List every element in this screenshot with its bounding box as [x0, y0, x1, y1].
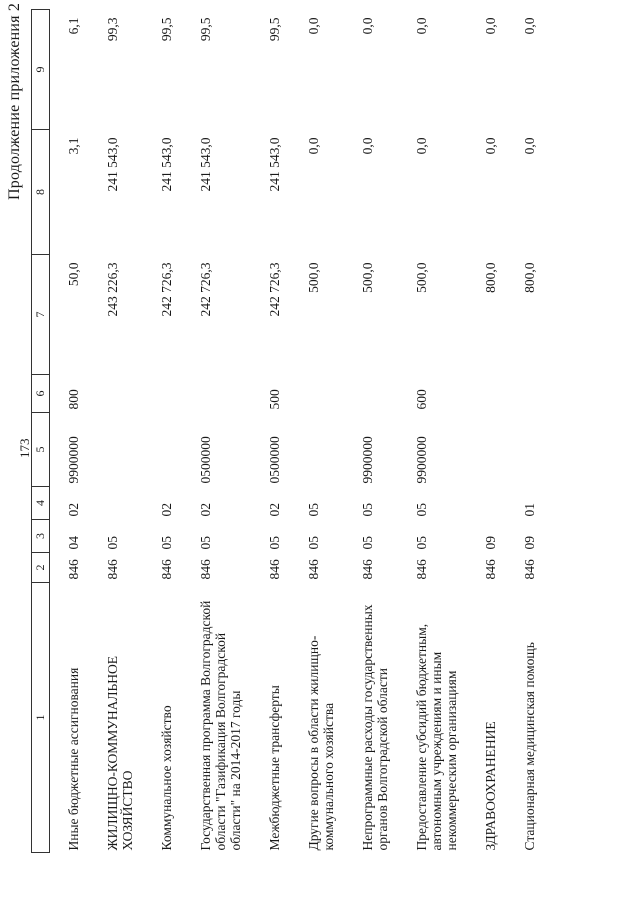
row-name: ЗДРАВООХРАНЕНИЕ [483, 721, 498, 851]
code-subsection: 02 [198, 503, 213, 517]
code-subsection [467, 487, 506, 520]
code-ministry: 846 [66, 559, 81, 580]
percent-executed: 99,5 [159, 17, 174, 42]
amount-executed: 0,0 [306, 137, 321, 155]
amount-plan: 50,0 [66, 262, 81, 287]
row-name: Непрограммные расходы государственных органов Волгоградской области [360, 604, 390, 851]
code-ministry: 846 [522, 559, 537, 580]
code-target-item [467, 413, 506, 487]
code-expense-type [467, 375, 506, 413]
row-name: Иные бюджетные ассигнования [66, 667, 81, 851]
code-subsection: 05 [306, 503, 321, 517]
row-name: Другие вопросы в области жилищно-коммунального хозяйства [306, 635, 336, 851]
code-target-item: 0500000 [267, 436, 282, 484]
code-ministry: 846 [483, 559, 498, 580]
column-header: 4 [32, 487, 50, 520]
code-ministry: 846 [267, 559, 282, 580]
code-target-item [143, 413, 182, 487]
code-target-item: 9900000 [66, 436, 81, 484]
table-row [50, 10, 90, 853]
header-row [32, 10, 50, 853]
row-name: Стационарная медицинская помощь [522, 642, 537, 851]
budget-table [31, 9, 545, 853]
percent-executed: 6,1 [66, 17, 81, 35]
table-row [182, 10, 251, 853]
code-section: 09 [522, 536, 537, 550]
code-expense-type [182, 375, 251, 413]
percent-executed: 0,0 [522, 17, 537, 35]
amount-plan: 500,0 [360, 262, 375, 293]
row-name: Коммунальное хозяйство [159, 705, 174, 851]
code-ministry: 846 [306, 559, 321, 580]
amount-plan: 243 226,3 [105, 262, 120, 317]
amount-plan: 242 726,3 [198, 262, 213, 317]
column-header: 1 [32, 583, 50, 853]
code-subsection: 05 [414, 503, 429, 517]
amount-plan: 500,0 [414, 262, 429, 293]
amount-executed: 3,1 [66, 137, 81, 155]
code-subsection [89, 487, 143, 520]
amount-executed: 241 543,0 [105, 137, 120, 192]
amount-executed: 0,0 [522, 137, 537, 155]
column-header: 8 [32, 130, 50, 255]
table-row [251, 10, 290, 853]
amount-plan: 242 726,3 [159, 262, 174, 317]
code-ministry: 846 [159, 559, 174, 580]
row-name: Государственная программа Волгоградской области "Газификация Волгоградской области" на 2014-2017 годы [198, 600, 243, 851]
column-header: 9 [32, 10, 50, 130]
code-section: 05 [267, 536, 282, 550]
table-row [89, 10, 143, 853]
table-row [290, 10, 344, 853]
code-section: 04 [66, 536, 81, 550]
column-header: 7 [32, 255, 50, 375]
table-row [344, 10, 398, 853]
code-section: 05 [306, 536, 321, 550]
code-expense-type [89, 375, 143, 413]
amount-plan: 500,0 [306, 262, 321, 293]
code-expense-type [506, 375, 545, 413]
amount-executed: 0,0 [360, 137, 375, 155]
code-ministry: 846 [105, 559, 120, 580]
table-row [398, 10, 467, 853]
code-ministry: 846 [360, 559, 375, 580]
row-name: Предоставление субсидий бюджетным, автономным учреждениям и иным некоммерческим организациям [414, 623, 459, 851]
amount-executed: 241 543,0 [198, 137, 213, 192]
code-target-item: 0500000 [198, 436, 213, 484]
amount-executed: 241 543,0 [267, 137, 282, 192]
code-expense-type: 500 [267, 389, 282, 410]
code-target-item [290, 413, 344, 487]
code-expense-type [344, 375, 398, 413]
table-row [143, 10, 182, 853]
column-header: 6 [32, 375, 50, 413]
code-subsection: 02 [159, 503, 174, 517]
code-section: 05 [159, 536, 174, 550]
code-section: 05 [198, 536, 213, 550]
code-subsection: 01 [522, 503, 537, 517]
code-expense-type [143, 375, 182, 413]
code-subsection: 05 [360, 503, 375, 517]
code-target-item: 9900000 [360, 436, 375, 484]
amount-plan: 800,0 [483, 262, 498, 293]
page-number: 173 [17, 438, 32, 458]
code-ministry: 846 [198, 559, 213, 580]
table-row [467, 10, 506, 853]
code-section: 05 [360, 536, 375, 550]
amount-executed: 0,0 [483, 137, 498, 155]
code-ministry: 846 [414, 559, 429, 580]
percent-executed: 99,3 [105, 17, 120, 42]
amount-plan: 242 726,3 [267, 262, 282, 317]
row-name: ЖИЛИЩНО-КОММУНАЛЬНОЕ ХОЗЯЙСТВО [105, 656, 135, 851]
code-expense-type [290, 375, 344, 413]
code-section: 05 [414, 536, 429, 550]
code-subsection: 02 [267, 503, 282, 517]
appendix-caption: Продолжение приложения 2 [6, 2, 23, 200]
row-name: Межбюджетные трансферты [267, 685, 282, 851]
column-header: 3 [32, 520, 50, 553]
amount-executed: 241 543,0 [159, 137, 174, 192]
code-target-item [89, 413, 143, 487]
table-row [506, 10, 545, 853]
percent-executed: 0,0 [360, 17, 375, 35]
amount-executed: 0,0 [414, 137, 429, 155]
percent-executed: 0,0 [414, 17, 429, 35]
amount-plan: 800,0 [522, 262, 537, 293]
column-header: 5 [32, 413, 50, 487]
percent-executed: 99,5 [198, 17, 213, 42]
code-expense-type: 600 [414, 389, 429, 410]
code-subsection: 02 [66, 503, 81, 517]
code-section: 05 [105, 536, 120, 550]
code-expense-type: 800 [66, 389, 81, 410]
code-target-item [506, 413, 545, 487]
code-section: 09 [483, 536, 498, 550]
code-target-item: 9900000 [414, 436, 429, 484]
column-header: 2 [32, 553, 50, 583]
percent-executed: 0,0 [306, 17, 321, 35]
percent-executed: 99,5 [267, 17, 282, 42]
percent-executed: 0,0 [483, 17, 498, 35]
